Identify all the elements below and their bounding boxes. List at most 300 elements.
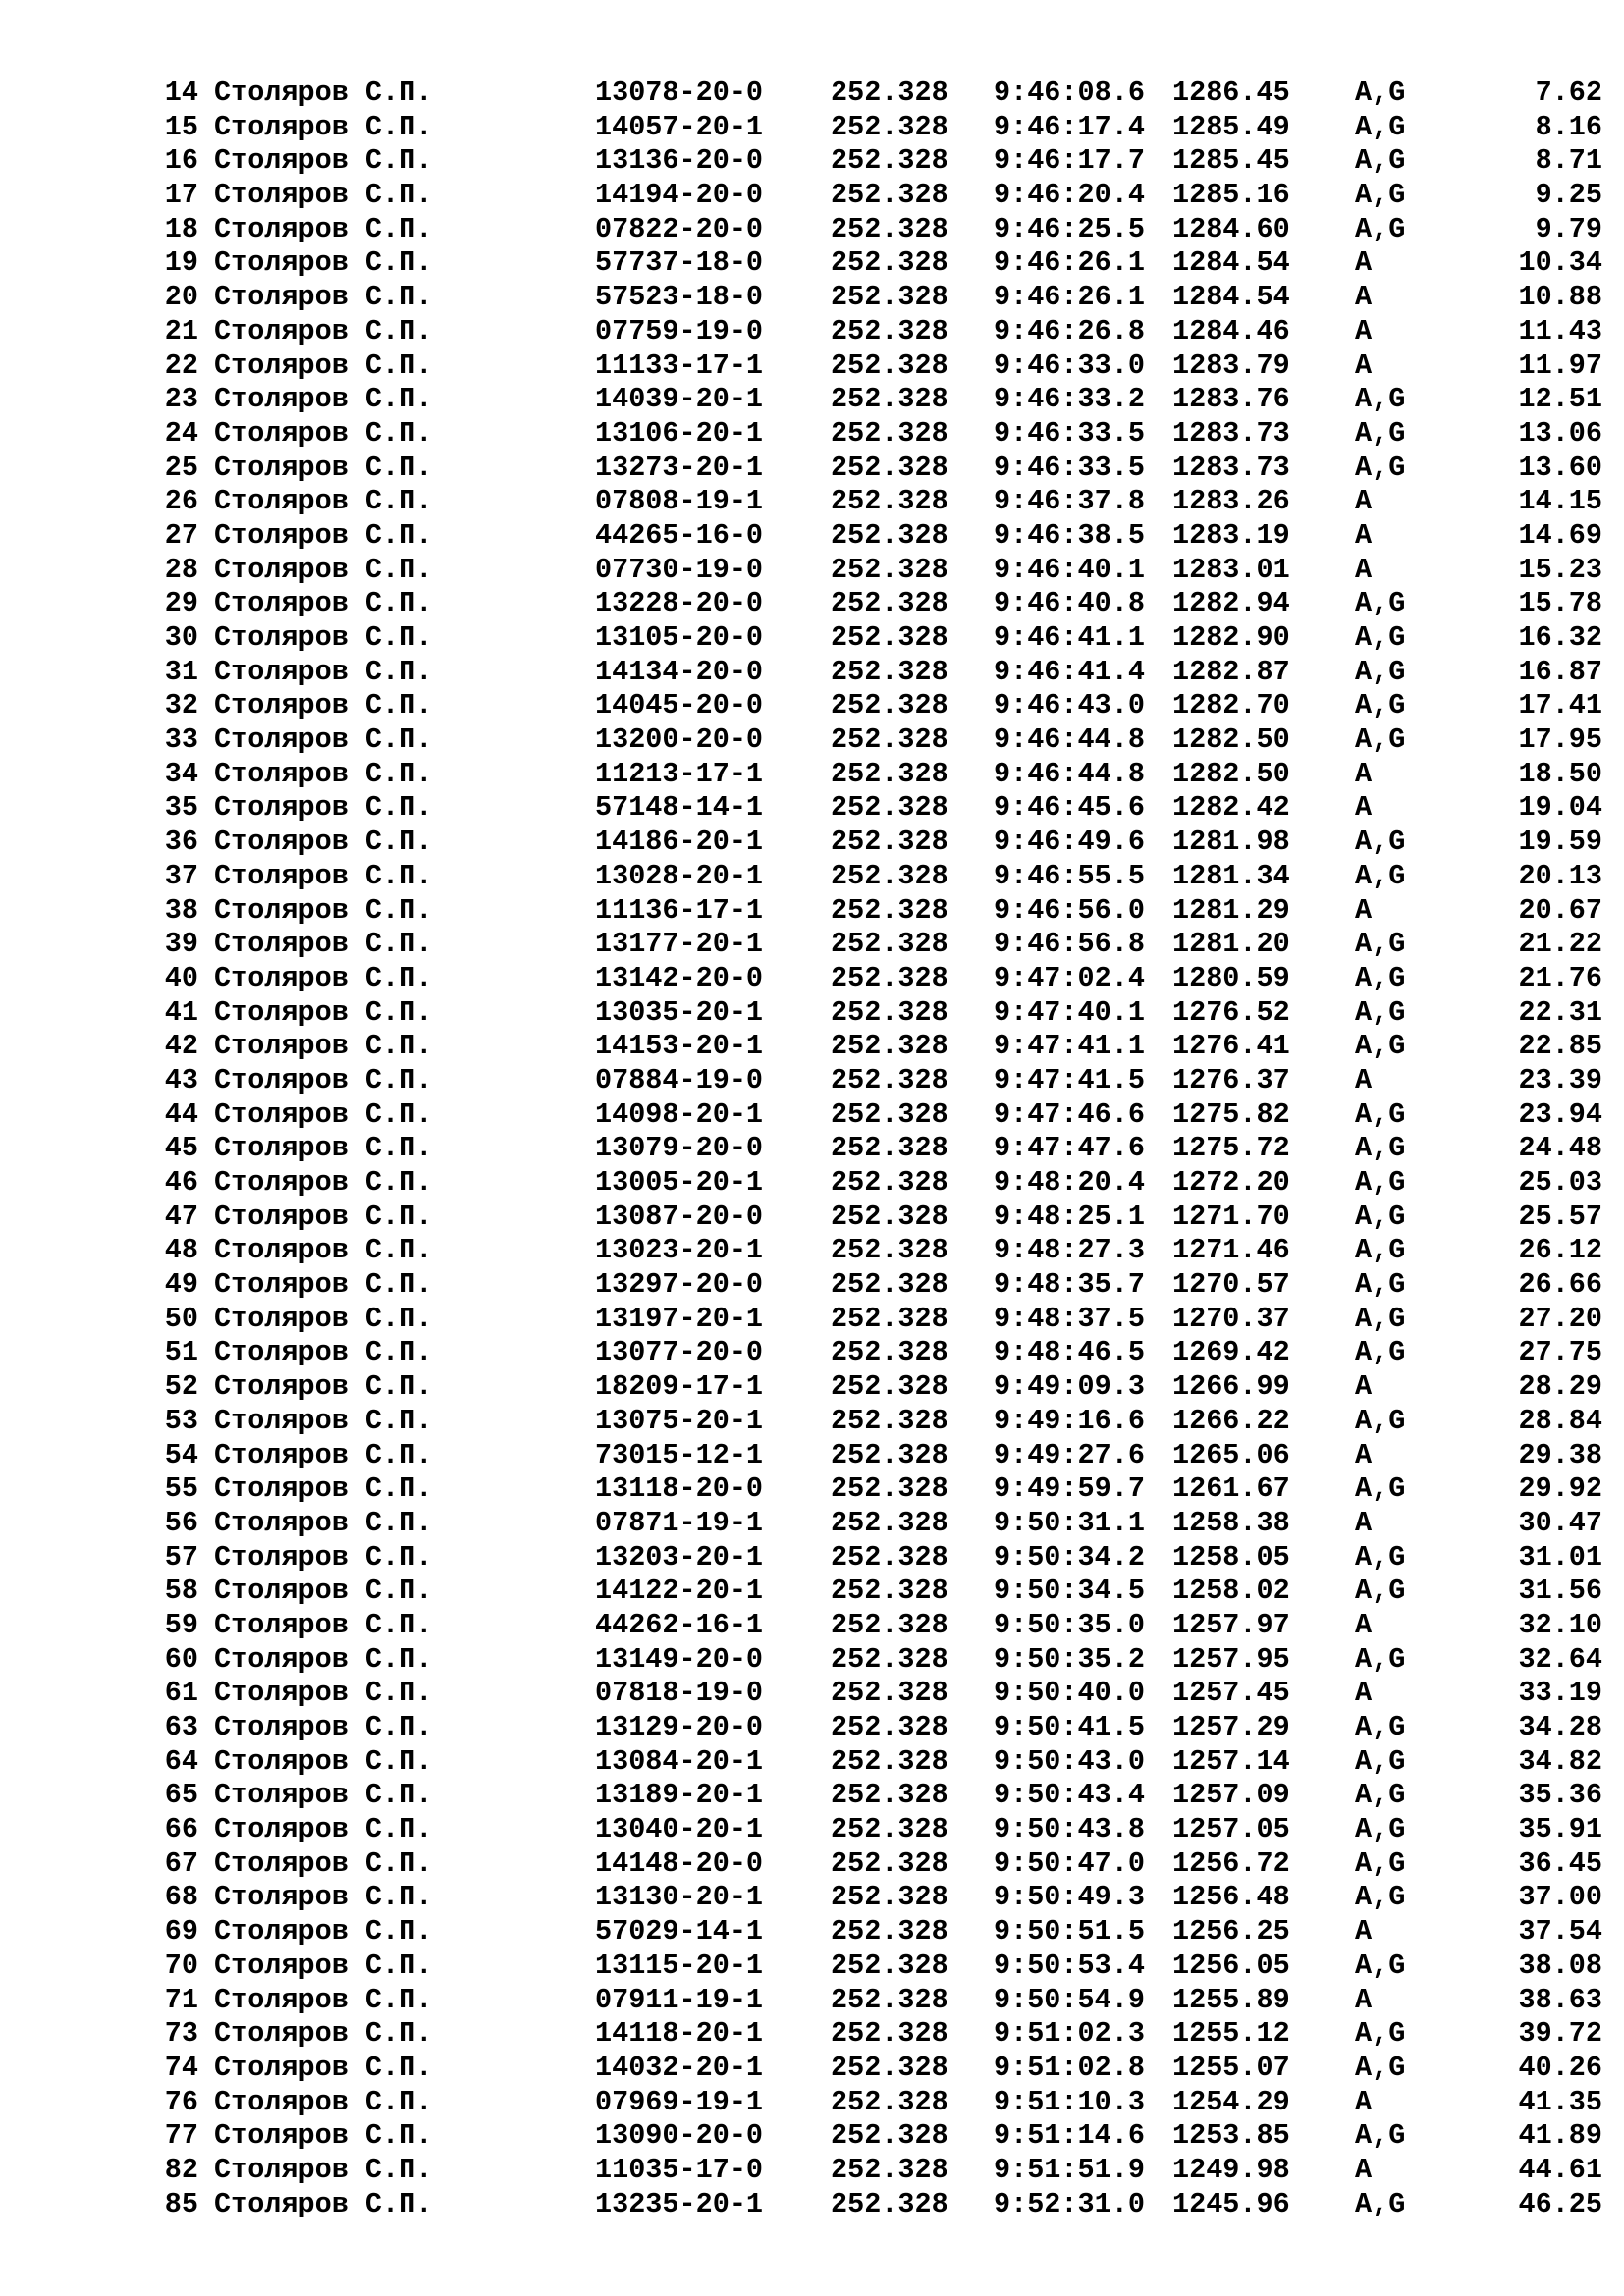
table-row bbox=[159, 1370, 1602, 1405]
place-number: 31 bbox=[164, 655, 198, 688]
distance-value: 252.328 bbox=[831, 281, 948, 314]
status-flag: A,G bbox=[1355, 179, 1406, 212]
coefficient-value: 21.76 bbox=[1518, 961, 1602, 994]
coefficient-value: 18.50 bbox=[1518, 757, 1602, 790]
arrival-time: 9:51:02.3 bbox=[994, 2017, 1145, 2051]
status-flag: A,G bbox=[1355, 1711, 1406, 1743]
arrival-time: 9:48:46.5 bbox=[994, 1336, 1145, 1369]
arrival-time: 9:47:47.6 bbox=[994, 1132, 1145, 1165]
participant-name: Столяров С.П. bbox=[214, 1779, 433, 1812]
status-flag: A,G bbox=[1355, 1472, 1406, 1506]
ring-number: 13115-20-1 bbox=[595, 1949, 764, 1982]
speed-value: 1261.67 bbox=[1172, 1472, 1290, 1506]
ring-number: 07884-19-0 bbox=[595, 1063, 764, 1096]
coefficient-value: 33.19 bbox=[1518, 1677, 1602, 1710]
speed-value: 1271.46 bbox=[1172, 1234, 1290, 1267]
arrival-time: 9:46:08.6 bbox=[994, 77, 1145, 109]
speed-value: 1284.46 bbox=[1172, 314, 1290, 347]
status-flag: A bbox=[1355, 1983, 1373, 2016]
coefficient-value: 41.89 bbox=[1518, 2119, 1602, 2153]
table-row bbox=[159, 860, 1602, 894]
coefficient-value: 14.69 bbox=[1518, 518, 1602, 552]
status-flag: A bbox=[1355, 348, 1373, 382]
status-flag: A,G bbox=[1355, 77, 1406, 109]
ring-number: 13189-20-1 bbox=[595, 1779, 764, 1812]
speed-value: 1284.54 bbox=[1172, 246, 1290, 280]
participant-name: Столяров С.П. bbox=[214, 1506, 433, 1539]
place-number: 60 bbox=[164, 1642, 198, 1676]
participant-name: Столяров С.П. bbox=[214, 1370, 433, 1404]
ring-number: 13078-20-0 bbox=[595, 77, 764, 109]
arrival-time: 9:46:40.8 bbox=[994, 587, 1145, 620]
status-flag: A bbox=[1355, 485, 1373, 518]
table-row bbox=[159, 1677, 1602, 1711]
participant-name: Столяров С.П. bbox=[214, 485, 433, 518]
place-number: 69 bbox=[164, 1915, 198, 1949]
speed-value: 1249.98 bbox=[1172, 2153, 1290, 2186]
table-row bbox=[159, 77, 1602, 111]
status-flag: A bbox=[1355, 281, 1373, 314]
coefficient-value: 8.71 bbox=[1535, 144, 1602, 178]
arrival-time: 9:46:44.8 bbox=[994, 757, 1145, 790]
place-number: 46 bbox=[164, 1166, 198, 1199]
coefficient-value: 34.82 bbox=[1518, 1744, 1602, 1778]
participant-name: Столяров С.П. bbox=[214, 1097, 433, 1131]
table-row bbox=[159, 689, 1602, 723]
coefficient-value: 17.95 bbox=[1518, 723, 1602, 757]
arrival-time: 9:50:43.0 bbox=[994, 1744, 1145, 1778]
coefficient-value: 25.57 bbox=[1518, 1200, 1602, 1233]
place-number: 41 bbox=[164, 995, 198, 1029]
arrival-time: 9:46:26.1 bbox=[994, 246, 1145, 280]
table-row bbox=[159, 1064, 1602, 1098]
status-flag: A,G bbox=[1355, 1166, 1406, 1199]
table-row bbox=[159, 111, 1602, 145]
place-number: 50 bbox=[164, 1302, 198, 1335]
table-row bbox=[159, 1847, 1602, 1882]
participant-name: Столяров С.П. bbox=[214, 1336, 433, 1369]
arrival-time: 9:47:41.5 bbox=[994, 1063, 1145, 1096]
status-flag: A,G bbox=[1355, 1097, 1406, 1131]
arrival-time: 9:51:02.8 bbox=[994, 2051, 1145, 2084]
table-row bbox=[159, 1575, 1602, 1609]
table-row bbox=[159, 1507, 1602, 1541]
table-row bbox=[159, 1132, 1602, 1166]
ring-number: 13105-20-0 bbox=[595, 621, 764, 654]
distance-value: 252.328 bbox=[831, 348, 948, 382]
ring-number: 13075-20-1 bbox=[595, 1404, 764, 1437]
distance-value: 252.328 bbox=[831, 1575, 948, 1608]
speed-value: 1282.87 bbox=[1172, 655, 1290, 688]
distance-value: 252.328 bbox=[831, 587, 948, 620]
ring-number: 13203-20-1 bbox=[595, 1540, 764, 1574]
arrival-time: 9:49:09.3 bbox=[994, 1370, 1145, 1404]
distance-value: 252.328 bbox=[831, 1915, 948, 1949]
arrival-time: 9:46:17.7 bbox=[994, 144, 1145, 178]
arrival-time: 9:46:25.5 bbox=[994, 212, 1145, 245]
table-row bbox=[159, 656, 1602, 690]
ring-number: 14194-20-0 bbox=[595, 179, 764, 212]
participant-name: Столяров С.П. bbox=[214, 416, 433, 450]
distance-value: 252.328 bbox=[831, 1983, 948, 2016]
ring-number: 13297-20-0 bbox=[595, 1268, 764, 1302]
participant-name: Столяров С.П. bbox=[214, 1813, 433, 1846]
arrival-time: 9:50:31.1 bbox=[994, 1506, 1145, 1539]
place-number: 55 bbox=[164, 1472, 198, 1506]
distance-value: 252.328 bbox=[831, 757, 948, 790]
coefficient-value: 29.38 bbox=[1518, 1438, 1602, 1471]
speed-value: 1285.49 bbox=[1172, 110, 1290, 143]
ring-number: 13087-20-0 bbox=[595, 1200, 764, 1233]
ring-number: 13228-20-0 bbox=[595, 587, 764, 620]
arrival-time: 9:46:26.1 bbox=[994, 281, 1145, 314]
place-number: 85 bbox=[164, 2187, 198, 2220]
coefficient-value: 9.79 bbox=[1535, 212, 1602, 245]
ring-number: 13040-20-1 bbox=[595, 1813, 764, 1846]
status-flag: A,G bbox=[1355, 961, 1406, 994]
place-number: 77 bbox=[164, 2119, 198, 2153]
coefficient-value: 32.10 bbox=[1518, 1608, 1602, 1641]
distance-value: 252.328 bbox=[831, 1540, 948, 1574]
participant-name: Столяров С.П. bbox=[214, 893, 433, 927]
ring-number: 13235-20-1 bbox=[595, 2187, 764, 2220]
distance-value: 252.328 bbox=[831, 723, 948, 757]
participant-name: Столяров С.П. bbox=[214, 1744, 433, 1778]
speed-value: 1257.97 bbox=[1172, 1608, 1290, 1641]
coefficient-value: 32.64 bbox=[1518, 1642, 1602, 1676]
arrival-time: 9:46:33.2 bbox=[994, 383, 1145, 416]
arrival-time: 9:50:34.5 bbox=[994, 1575, 1145, 1608]
status-flag: A,G bbox=[1355, 1575, 1406, 1608]
participant-name: Столяров С.П. bbox=[214, 1472, 433, 1506]
ring-number: 14057-20-1 bbox=[595, 110, 764, 143]
status-flag: A,G bbox=[1355, 1949, 1406, 1982]
distance-value: 252.328 bbox=[831, 383, 948, 416]
coefficient-value: 11.97 bbox=[1518, 348, 1602, 382]
table-row bbox=[159, 1234, 1602, 1268]
status-flag: A,G bbox=[1355, 655, 1406, 688]
ring-number: 14122-20-1 bbox=[595, 1575, 764, 1608]
speed-value: 1256.05 bbox=[1172, 1949, 1290, 1982]
participant-name: Столяров С.П. bbox=[214, 826, 433, 859]
place-number: 38 bbox=[164, 893, 198, 927]
ring-number: 57148-14-1 bbox=[595, 791, 764, 825]
participant-name: Столяров С.П. bbox=[214, 553, 433, 586]
status-flag: A,G bbox=[1355, 1846, 1406, 1880]
table-row bbox=[159, 1643, 1602, 1678]
coefficient-value: 20.67 bbox=[1518, 893, 1602, 927]
table-row bbox=[159, 2086, 1602, 2120]
table-row bbox=[159, 1268, 1602, 1303]
ring-number: 13177-20-1 bbox=[595, 928, 764, 961]
arrival-time: 9:51:10.3 bbox=[994, 2085, 1145, 2118]
coefficient-value: 27.20 bbox=[1518, 1302, 1602, 1335]
coefficient-value: 7.62 bbox=[1535, 77, 1602, 109]
status-flag: A bbox=[1355, 757, 1373, 790]
table-row bbox=[159, 213, 1602, 247]
table-row bbox=[159, 179, 1602, 213]
place-number: 64 bbox=[164, 1744, 198, 1778]
status-flag: A,G bbox=[1355, 2119, 1406, 2153]
ring-number: 14039-20-1 bbox=[595, 383, 764, 416]
speed-value: 1283.26 bbox=[1172, 485, 1290, 518]
ring-number: 73015-12-1 bbox=[595, 1438, 764, 1471]
distance-value: 252.328 bbox=[831, 655, 948, 688]
status-flag: A bbox=[1355, 893, 1373, 927]
coefficient-value: 26.66 bbox=[1518, 1268, 1602, 1302]
ring-number: 13273-20-1 bbox=[595, 451, 764, 484]
participant-name: Столяров С.П. bbox=[214, 77, 433, 109]
arrival-time: 9:46:45.6 bbox=[994, 791, 1145, 825]
speed-value: 1255.12 bbox=[1172, 2017, 1290, 2051]
speed-value: 1281.29 bbox=[1172, 893, 1290, 927]
distance-value: 252.328 bbox=[831, 2187, 948, 2220]
table-row bbox=[159, 1745, 1602, 1780]
place-number: 15 bbox=[164, 110, 198, 143]
coefficient-value: 35.91 bbox=[1518, 1813, 1602, 1846]
speed-value: 1258.38 bbox=[1172, 1506, 1290, 1539]
table-row bbox=[159, 485, 1602, 519]
status-flag: A,G bbox=[1355, 1404, 1406, 1437]
speed-value: 1271.70 bbox=[1172, 1200, 1290, 1233]
arrival-time: 9:47:41.1 bbox=[994, 1030, 1145, 1063]
speed-value: 1281.20 bbox=[1172, 928, 1290, 961]
ring-number: 13079-20-0 bbox=[595, 1132, 764, 1165]
coefficient-value: 13.06 bbox=[1518, 416, 1602, 450]
table-row bbox=[159, 383, 1602, 417]
coefficient-value: 31.01 bbox=[1518, 1540, 1602, 1574]
results-table bbox=[159, 77, 1602, 2221]
table-row bbox=[159, 246, 1602, 281]
speed-value: 1284.60 bbox=[1172, 212, 1290, 245]
distance-value: 252.328 bbox=[831, 689, 948, 722]
coefficient-value: 40.26 bbox=[1518, 2051, 1602, 2084]
ring-number: 13023-20-1 bbox=[595, 1234, 764, 1267]
place-number: 45 bbox=[164, 1132, 198, 1165]
ring-number: 14134-20-0 bbox=[595, 655, 764, 688]
status-flag: A bbox=[1355, 1506, 1373, 1539]
ring-number: 14045-20-0 bbox=[595, 689, 764, 722]
arrival-time: 9:50:51.5 bbox=[994, 1915, 1145, 1949]
place-number: 49 bbox=[164, 1268, 198, 1302]
coefficient-value: 25.03 bbox=[1518, 1166, 1602, 1199]
participant-name: Столяров С.П. bbox=[214, 348, 433, 382]
arrival-time: 9:46:56.0 bbox=[994, 893, 1145, 927]
status-flag: A,G bbox=[1355, 1030, 1406, 1063]
participant-name: Столяров С.П. bbox=[214, 1949, 433, 1982]
table-row bbox=[159, 2119, 1602, 2154]
coefficient-value: 15.78 bbox=[1518, 587, 1602, 620]
table-row bbox=[159, 996, 1602, 1031]
participant-name: Столяров С.П. bbox=[214, 1575, 433, 1608]
place-number: 52 bbox=[164, 1370, 198, 1404]
arrival-time: 9:50:43.8 bbox=[994, 1813, 1145, 1846]
distance-value: 252.328 bbox=[831, 1370, 948, 1404]
participant-name: Столяров С.П. bbox=[214, 383, 433, 416]
ring-number: 14148-20-0 bbox=[595, 1846, 764, 1880]
arrival-time: 9:50:47.0 bbox=[994, 1846, 1145, 1880]
table-row bbox=[159, 962, 1602, 996]
status-flag: A bbox=[1355, 1370, 1373, 1404]
status-flag: A,G bbox=[1355, 1268, 1406, 1302]
arrival-time: 9:50:43.4 bbox=[994, 1779, 1145, 1812]
ring-number: 13142-20-0 bbox=[595, 961, 764, 994]
status-flag: A,G bbox=[1355, 1336, 1406, 1369]
arrival-time: 9:46:33.5 bbox=[994, 416, 1145, 450]
arrival-time: 9:51:51.9 bbox=[994, 2153, 1145, 2186]
status-flag: A bbox=[1355, 246, 1373, 280]
status-flag: A,G bbox=[1355, 995, 1406, 1029]
participant-name: Столяров С.П. bbox=[214, 1200, 433, 1233]
speed-value: 1283.76 bbox=[1172, 383, 1290, 416]
speed-value: 1276.52 bbox=[1172, 995, 1290, 1029]
coefficient-value: 37.54 bbox=[1518, 1915, 1602, 1949]
status-flag: A,G bbox=[1355, 1881, 1406, 1914]
participant-name: Столяров С.П. bbox=[214, 791, 433, 825]
participant-name: Столяров С.П. bbox=[214, 281, 433, 314]
participant-name: Столяров С.П. bbox=[214, 995, 433, 1029]
distance-value: 252.328 bbox=[831, 416, 948, 450]
participant-name: Столяров С.П. bbox=[214, 246, 433, 280]
coefficient-value: 22.31 bbox=[1518, 995, 1602, 1029]
status-flag: A,G bbox=[1355, 1744, 1406, 1778]
speed-value: 1282.50 bbox=[1172, 723, 1290, 757]
participant-name: Столяров С.П. bbox=[214, 1234, 433, 1267]
place-number: 20 bbox=[164, 281, 198, 314]
ring-number: 44265-16-0 bbox=[595, 518, 764, 552]
place-number: 26 bbox=[164, 485, 198, 518]
ring-number: 07871-19-1 bbox=[595, 1506, 764, 1539]
arrival-time: 9:46:33.5 bbox=[994, 451, 1145, 484]
status-flag: A,G bbox=[1355, 2017, 1406, 2051]
participant-name: Столяров С.П. bbox=[214, 928, 433, 961]
table-row bbox=[159, 1405, 1602, 1439]
place-number: 17 bbox=[164, 179, 198, 212]
place-number: 29 bbox=[164, 587, 198, 620]
ring-number: 11136-17-1 bbox=[595, 893, 764, 927]
ring-number: 07759-19-0 bbox=[595, 314, 764, 347]
speed-value: 1283.73 bbox=[1172, 451, 1290, 484]
distance-value: 252.328 bbox=[831, 1166, 948, 1199]
coefficient-value: 39.72 bbox=[1518, 2017, 1602, 2051]
speed-value: 1281.34 bbox=[1172, 859, 1290, 892]
speed-value: 1282.94 bbox=[1172, 587, 1290, 620]
place-number: 28 bbox=[164, 553, 198, 586]
place-number: 24 bbox=[164, 416, 198, 450]
distance-value: 252.328 bbox=[831, 1744, 948, 1778]
ring-number: 14186-20-1 bbox=[595, 826, 764, 859]
ring-number: 13090-20-0 bbox=[595, 2119, 764, 2153]
speed-value: 1266.22 bbox=[1172, 1404, 1290, 1437]
distance-value: 252.328 bbox=[831, 1846, 948, 1880]
table-row bbox=[159, 1201, 1602, 1235]
coefficient-value: 19.59 bbox=[1518, 826, 1602, 859]
table-row bbox=[159, 621, 1602, 656]
distance-value: 252.328 bbox=[831, 553, 948, 586]
status-flag: A,G bbox=[1355, 2187, 1406, 2220]
participant-name: Столяров С.П. bbox=[214, 961, 433, 994]
distance-value: 252.328 bbox=[831, 1302, 948, 1335]
distance-value: 252.328 bbox=[831, 110, 948, 143]
table-row bbox=[159, 554, 1602, 588]
place-number: 54 bbox=[164, 1438, 198, 1471]
participant-name: Столяров С.П. bbox=[214, 2119, 433, 2153]
status-flag: A,G bbox=[1355, 1132, 1406, 1165]
status-flag: A bbox=[1355, 791, 1373, 825]
speed-value: 1283.79 bbox=[1172, 348, 1290, 382]
distance-value: 252.328 bbox=[831, 1030, 948, 1063]
ring-number: 57029-14-1 bbox=[595, 1915, 764, 1949]
ring-number: 13149-20-0 bbox=[595, 1642, 764, 1676]
distance-value: 252.328 bbox=[831, 1711, 948, 1743]
place-number: 30 bbox=[164, 621, 198, 654]
speed-value: 1265.06 bbox=[1172, 1438, 1290, 1471]
status-flag: A,G bbox=[1355, 2051, 1406, 2084]
speed-value: 1257.29 bbox=[1172, 1711, 1290, 1743]
coefficient-value: 16.87 bbox=[1518, 655, 1602, 688]
table-row bbox=[159, 144, 1602, 179]
status-flag: A,G bbox=[1355, 928, 1406, 961]
participant-name: Столяров С.П. bbox=[214, 587, 433, 620]
speed-value: 1257.09 bbox=[1172, 1779, 1290, 1812]
distance-value: 252.328 bbox=[831, 1132, 948, 1165]
speed-value: 1258.02 bbox=[1172, 1575, 1290, 1608]
speed-value: 1255.07 bbox=[1172, 2051, 1290, 2084]
distance-value: 252.328 bbox=[831, 1336, 948, 1369]
table-row bbox=[159, 1949, 1602, 1984]
participant-name: Столяров С.П. bbox=[214, 2153, 433, 2186]
ring-number: 14098-20-1 bbox=[595, 1097, 764, 1131]
arrival-time: 9:48:27.3 bbox=[994, 1234, 1145, 1267]
place-number: 37 bbox=[164, 859, 198, 892]
distance-value: 252.328 bbox=[831, 2017, 948, 2051]
status-flag: A,G bbox=[1355, 1813, 1406, 1846]
place-number: 56 bbox=[164, 1506, 198, 1539]
table-row bbox=[159, 1030, 1602, 1064]
table-row bbox=[159, 349, 1602, 384]
status-flag: A,G bbox=[1355, 1200, 1406, 1233]
participant-name: Столяров С.П. bbox=[214, 689, 433, 722]
table-row bbox=[159, 417, 1602, 452]
arrival-time: 9:50:49.3 bbox=[994, 1881, 1145, 1914]
ring-number: 13005-20-1 bbox=[595, 1166, 764, 1199]
table-row bbox=[159, 1098, 1602, 1133]
coefficient-value: 36.45 bbox=[1518, 1846, 1602, 1880]
coefficient-value: 38.08 bbox=[1518, 1949, 1602, 1982]
speed-value: 1253.85 bbox=[1172, 2119, 1290, 2153]
arrival-time: 9:46:17.4 bbox=[994, 110, 1145, 143]
ring-number: 07969-19-1 bbox=[595, 2085, 764, 2118]
table-row bbox=[159, 1915, 1602, 1949]
arrival-time: 9:46:37.8 bbox=[994, 485, 1145, 518]
arrival-time: 9:49:27.6 bbox=[994, 1438, 1145, 1471]
status-flag: A,G bbox=[1355, 689, 1406, 722]
speed-value: 1256.48 bbox=[1172, 1881, 1290, 1914]
place-number: 76 bbox=[164, 2085, 198, 2118]
coefficient-value: 30.47 bbox=[1518, 1506, 1602, 1539]
table-row bbox=[159, 281, 1602, 315]
distance-value: 252.328 bbox=[831, 826, 948, 859]
status-flag: A,G bbox=[1355, 451, 1406, 484]
ring-number: 13028-20-1 bbox=[595, 859, 764, 892]
place-number: 21 bbox=[164, 314, 198, 347]
place-number: 53 bbox=[164, 1404, 198, 1437]
place-number: 51 bbox=[164, 1336, 198, 1369]
speed-value: 1284.54 bbox=[1172, 281, 1290, 314]
table-row bbox=[159, 1439, 1602, 1473]
speed-value: 1270.57 bbox=[1172, 1268, 1290, 1302]
table-row bbox=[159, 894, 1602, 929]
